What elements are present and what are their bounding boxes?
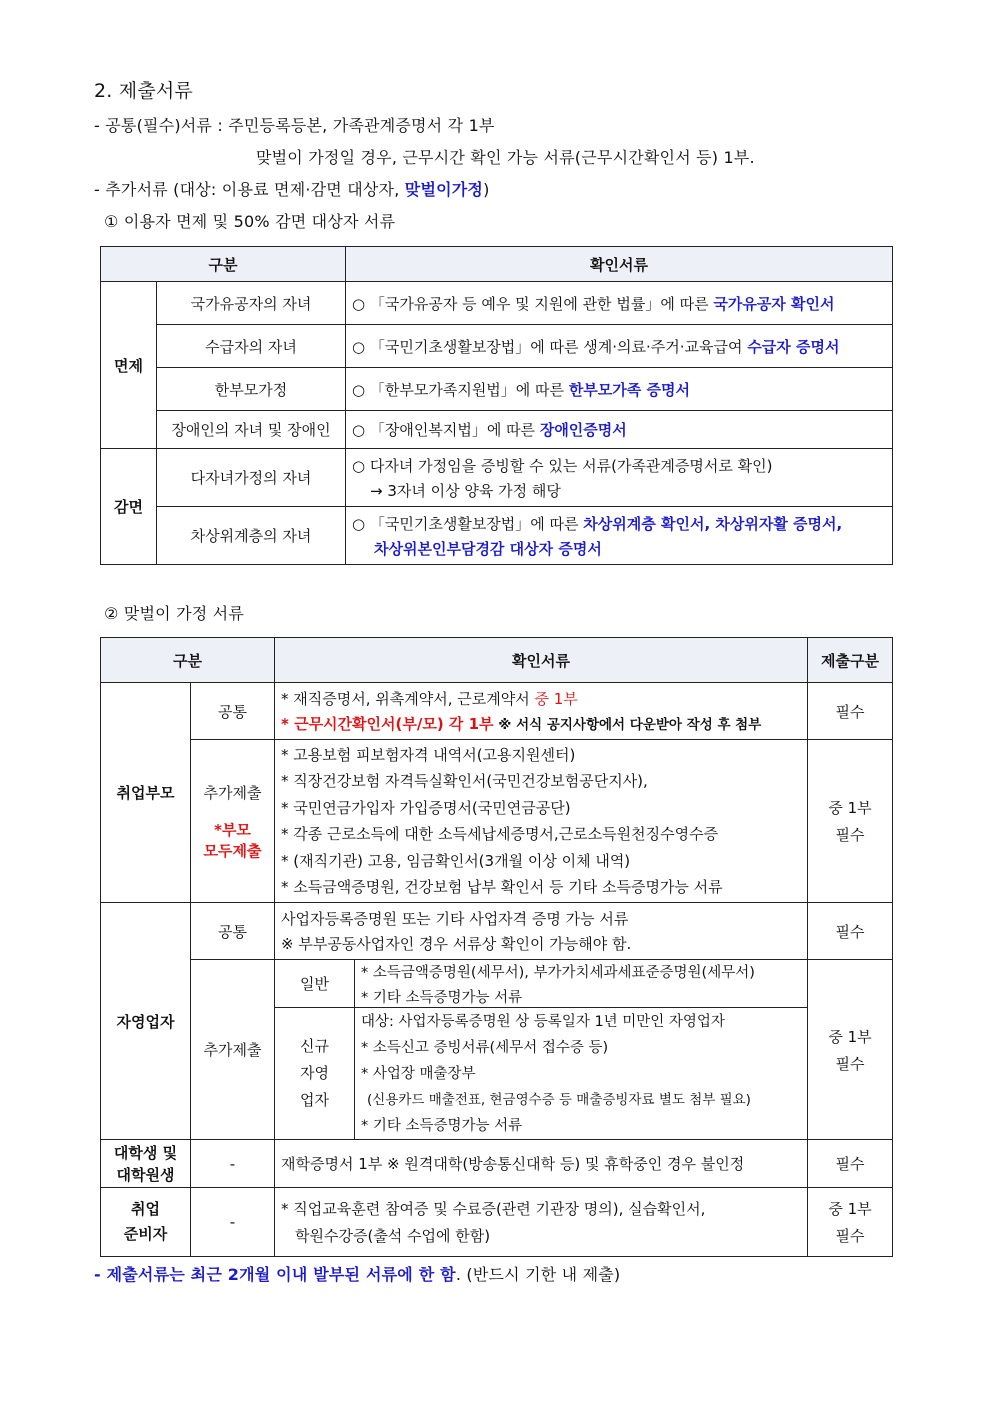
self-new-docs: 대상: 사업자등록증명원 상 등록일자 1년 미만인 자영업자 * 소득신고 증빙서류(세무서 접수증 등) * 사업장 매출장부 (신용카드 매출전표, 현금영수증 등 매출증빙자료 별도 첨부 필요) * 기타 소득증명가능 서류 (355, 1008, 808, 1140)
self-extra-requirement: 중 1부 필수 (808, 960, 893, 1140)
self-extra-label: 추가제출 (191, 960, 275, 1140)
list-item: * 국민연금가입자 가입증명서(국민연금공단) (281, 798, 571, 817)
job-seekers-docs: * 직업교육훈련 참여증 및 수료증(관련 기관장 명의), 실습확인서, 학원수강증(출석 수업에 한함) (275, 1188, 808, 1257)
employed-extra-docs (275, 740, 808, 903)
row-docs-veteran: ○ 「국가유공자 등 예우 및 지원에 관한 법률」에 따른 국가유공자 확인서 (346, 282, 893, 325)
additional-documents-close: ) (483, 180, 490, 199)
row-label-recipient: 수급자의 자녀 (157, 325, 346, 368)
employed-extra-requirement: 중 1부 필수 (808, 740, 893, 903)
list-item: * 직장건강보험 자격득실확인서(국민건강보험공단지사), (281, 772, 648, 790)
section-title: 2. 제출서류 (94, 80, 193, 102)
self-new-label: 신규 자영 업자 (275, 1008, 355, 1140)
additional-documents-text: - 추가서류 (대상: 이용료 면제·감면 대상자, (94, 180, 405, 199)
subsection-1-title: ① 이용자 면제 및 50% 감면 대상자 서류 (104, 212, 396, 231)
group-job-seekers: 취업 준비자 (101, 1188, 191, 1257)
employed-extra-label: 추가제출 *부모 모두제출 (191, 740, 275, 903)
employed-common-requirement: 필수 (808, 683, 893, 740)
employed-common-docs: * 재직증명서, 위촉계약서, 근로계약서 중 1부 * 근무시간확인서(부/모) 각 1부 ※ 서식 공지사항에서 다운받아 작성 후 첨부 (275, 683, 808, 740)
table1-header-category: 구분 (101, 247, 346, 282)
list-item: * (재직기관) 고용, 임금확인서(3개월 이상 이체 내역) (281, 851, 631, 870)
additional-documents-line (94, 177, 490, 200)
group-employed-parents: 취업부모 (101, 683, 191, 903)
list-item: * 소득금액증명원, 건강보험 납부 확인서 등 기타 소득증명가능 서류 (281, 878, 723, 896)
students-docs: 재학증명서 1부 ※ 원격대학(방송통신대학 등) 및 휴학중인 경우 불인정 (275, 1140, 808, 1188)
job-seekers-dash: - (191, 1188, 275, 1257)
row-label-disabled: 장애인의 자녀 및 장애인 (157, 411, 346, 449)
self-general-docs: * 소득금액증명원(세무서), 부가가치세과세표준증명원(세무서) * 기타 소득증명가능 서류 (355, 960, 808, 1008)
students-requirement: 필수 (808, 1140, 893, 1188)
dual-income-documents-line: 맞벌이 가정일 경우, 근무시간 확인 가능 서류(근무시간확인서 등) 1부. (256, 148, 755, 167)
table1-header-documents: 확인서류 (346, 247, 893, 282)
row-label-multi-child: 다자녀가정의 자녀 (157, 449, 346, 507)
table2-header-documents: 확인서류 (275, 638, 808, 683)
row-docs-near-poverty: ○ 「국민기초생활보장법」에 따른 차상위계층 확인서, 차상위자활 증명서, 차상위본인부담경감 대상자 증명서 (346, 507, 893, 565)
row-label-near-poverty: 차상위계층의 자녀 (157, 507, 346, 565)
group-reduction: 감면 (101, 449, 157, 565)
row-docs-disabled: ○ 「장애인복지법」에 따른 장애인증명서 (346, 411, 893, 449)
row-label-single-parent: 한부모가정 (157, 368, 346, 411)
exemption-table (100, 246, 893, 565)
group-exemption: 면제 (101, 282, 157, 449)
self-common-docs: 사업자등록증명원 또는 기타 사업자격 증명 가능 서류 ※ 부부공동사업자인 경우 서류상 확인이 가능해야 함. (275, 903, 808, 960)
table2-header-submission: 제출구분 (808, 638, 893, 683)
row-docs-recipient: ○ 「국민기초생활보장법」에 따른 생계·의료·주거·교육급여 수급자 증명서 (346, 325, 893, 368)
self-general-label: 일반 (275, 960, 355, 1008)
footer-note-highlight: - 제출서류는 최근 2개월 이내 발부된 서류에 한 함 (94, 1265, 456, 1284)
dual-income-highlight: 맞벌이가정 (404, 180, 484, 199)
dual-income-table (100, 637, 893, 1257)
list-item: * 각종 근로소득에 대한 소득세납세증명서,근로소득원천징수영수증 (281, 825, 719, 843)
list-item: * 고용보험 피보험자격 내역서(고용지원센터) (281, 745, 576, 764)
table2-header-category: 구분 (101, 638, 275, 683)
subsection-2-title: ② 맞벌이 가정 서류 (104, 604, 244, 623)
footer-note-text: . (반드시 기한 내 제출) (455, 1265, 621, 1284)
employed-common-label: 공통 (191, 683, 275, 740)
row-docs-single-parent: ○ 「한부모가족지원법」에 따른 한부모가족 증명서 (346, 368, 893, 411)
group-self-employed: 자영업자 (101, 903, 191, 1140)
row-label-veteran: 국가유공자의 자녀 (157, 282, 346, 325)
footer-note (94, 1262, 620, 1285)
group-students: 대학생 및 대학원생 (101, 1140, 191, 1188)
students-dash: - (191, 1140, 275, 1188)
common-documents-line: - 공통(필수)서류 : 주민등록등본, 가족관계증명서 각 1부 (94, 116, 495, 135)
row-docs-multi-child: ○ 다자녀 가정임을 증빙할 수 있는 서류(가족관계증명서로 확인) → 3자녀 이상 양육 가정 해당 (346, 449, 893, 507)
job-seekers-requirement: 중 1부 필수 (808, 1188, 893, 1257)
self-common-label: 공통 (191, 903, 275, 960)
self-common-requirement: 필수 (808, 903, 893, 960)
